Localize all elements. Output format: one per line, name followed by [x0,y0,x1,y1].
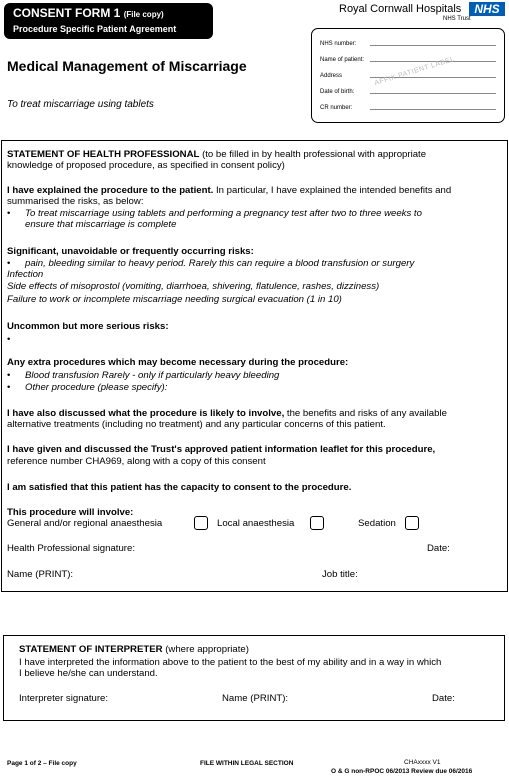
discussed-line: I have also discussed what the procedure is likely to involve, the benefits and risks of any available [7,408,447,419]
interpreter-statement [3,635,505,721]
page-subtitle: To treat miscarriage using tablets [7,99,154,110]
hp-heading-note: knowledge of proposed procedure, as specified in consent policy) [7,160,285,171]
hp-signature-field[interactable]: Health Professional signature: [7,543,135,554]
review-info: O & G non-RPOC 06/2013 Review due 06/2016 [331,768,473,775]
capacity-statement: I am satisfied that this patient has the capacity to consent to the procedure. [7,482,352,493]
hp-job-title-field[interactable]: Job title: [322,569,358,580]
form-number: CONSENT FORM 1 [13,6,121,20]
hp-heading: STATEMENT OF HEALTH PROFESSIONAL [7,149,200,160]
hospital-name: Royal Cornwall Hospitals [339,3,462,15]
date-of-birth-field[interactable]: Date of birth: [320,83,496,95]
leaflet-line-2: reference number CHA969, along with a copy of this consent [7,456,266,467]
page-title: Medical Management of Miscarriage [7,58,247,74]
extra-procedures-heading: Any extra procedures which may become necessary during the procedure: [7,357,349,368]
general-anaesthesia-checkbox[interactable] [194,516,208,530]
explained-line-2: summarised the risks, as below: [7,196,144,207]
risks-heading: Significant, unavoidable or frequently occurring risks: [7,246,254,257]
risk-item: • pain, bleeding similar to heavy period. Rarely this can require a blood transfusion or surgery [7,258,415,269]
trust-label: NHS Trust [443,16,471,22]
involve-heading: This procedure will involve: [7,507,134,518]
patient-name-field[interactable]: Name of patient: [320,51,496,63]
sedation-checkbox[interactable] [405,516,419,530]
discussed-line-2: alternative treatments (including no treatment) and any particular concerns of this patient. [7,419,386,430]
version-code: CHAxxxx V1 [404,759,441,766]
hp-date-field[interactable]: Date: [427,543,450,554]
uncommon-risks-heading: Uncommon but more serious risks: [7,321,169,332]
file-copy-tag: (File copy) [123,10,164,19]
nhs-number-field[interactable]: NHS number: [320,35,496,47]
hp-heading-line: STATEMENT OF HEALTH PROFESSIONAL (to be filled in by health professional with appropriate [7,149,427,160]
interpreter-date-field[interactable]: Date: [432,693,455,704]
interpreter-heading: STATEMENT OF INTERPRETER [19,644,163,655]
page-number: Page 1 of 2 – File copy [7,760,77,767]
health-professional-statement [1,140,508,592]
benefit-item-cont: ensure that miscarriage is complete [25,219,177,230]
leaflet-line: I have given and discussed the Trust's approved patient information leaflet for this procedure, [7,444,436,455]
interpreter-name-field[interactable]: Name (PRINT): [222,693,289,704]
interpreter-line-2: I believe he/she can understand. [19,668,158,679]
nhs-logo: NHS [469,2,505,16]
form-badge [4,3,213,39]
anaesthesia-option-sedation: Sedation [358,518,396,529]
anaesthesia-option-general[interactable]: General and/or regional anaesthesia [7,518,163,529]
agreement-type: Procedure Specific Patient Agreement [13,24,177,34]
uncommon-bullet: • [7,334,11,345]
address-field[interactable]: Address [320,67,496,79]
explained-line: I have explained the procedure to the patient. In particular, I have explained the intended benefits and [7,185,452,196]
extra-procedure-item: • Blood transfusion Rarely - only if particularly heavy bleeding [7,370,280,381]
interpreter-signature-field[interactable]: Interpreter signature: [19,693,109,704]
filing-instruction: FILE WITHIN LEGAL SECTION [200,760,294,767]
interpreter-heading-line: STATEMENT OF INTERPRETER (where appropriate) [19,644,249,655]
hp-name-field[interactable]: Name (PRINT): [7,569,74,580]
anaesthesia-option-local: Local anaesthesia [217,518,295,529]
risk-item: Side effects of misoprostol (vomiting, diarrhoea, shivering, flatulence, rashes, dizziness) [7,281,380,292]
local-anaesthesia-checkbox[interactable] [310,516,324,530]
risk-item: Failure to work or incomplete miscarriage needing surgical evacuation (1 in 10) [7,294,342,305]
interpreter-line-1: I have interpreted the information above to the patient to the best of my ability and in a way in which [19,657,442,668]
risk-item: Infection [7,269,44,280]
affix-label-watermark: AFFIX PATIENT LABEL [373,55,456,88]
cr-number-field[interactable]: CR number: [320,99,496,111]
extra-procedure-item: • Other procedure (please specify): [7,382,168,393]
benefit-item: • To treat miscarriage using tablets and performing a pregnancy test after two to three weeks to [7,208,422,219]
